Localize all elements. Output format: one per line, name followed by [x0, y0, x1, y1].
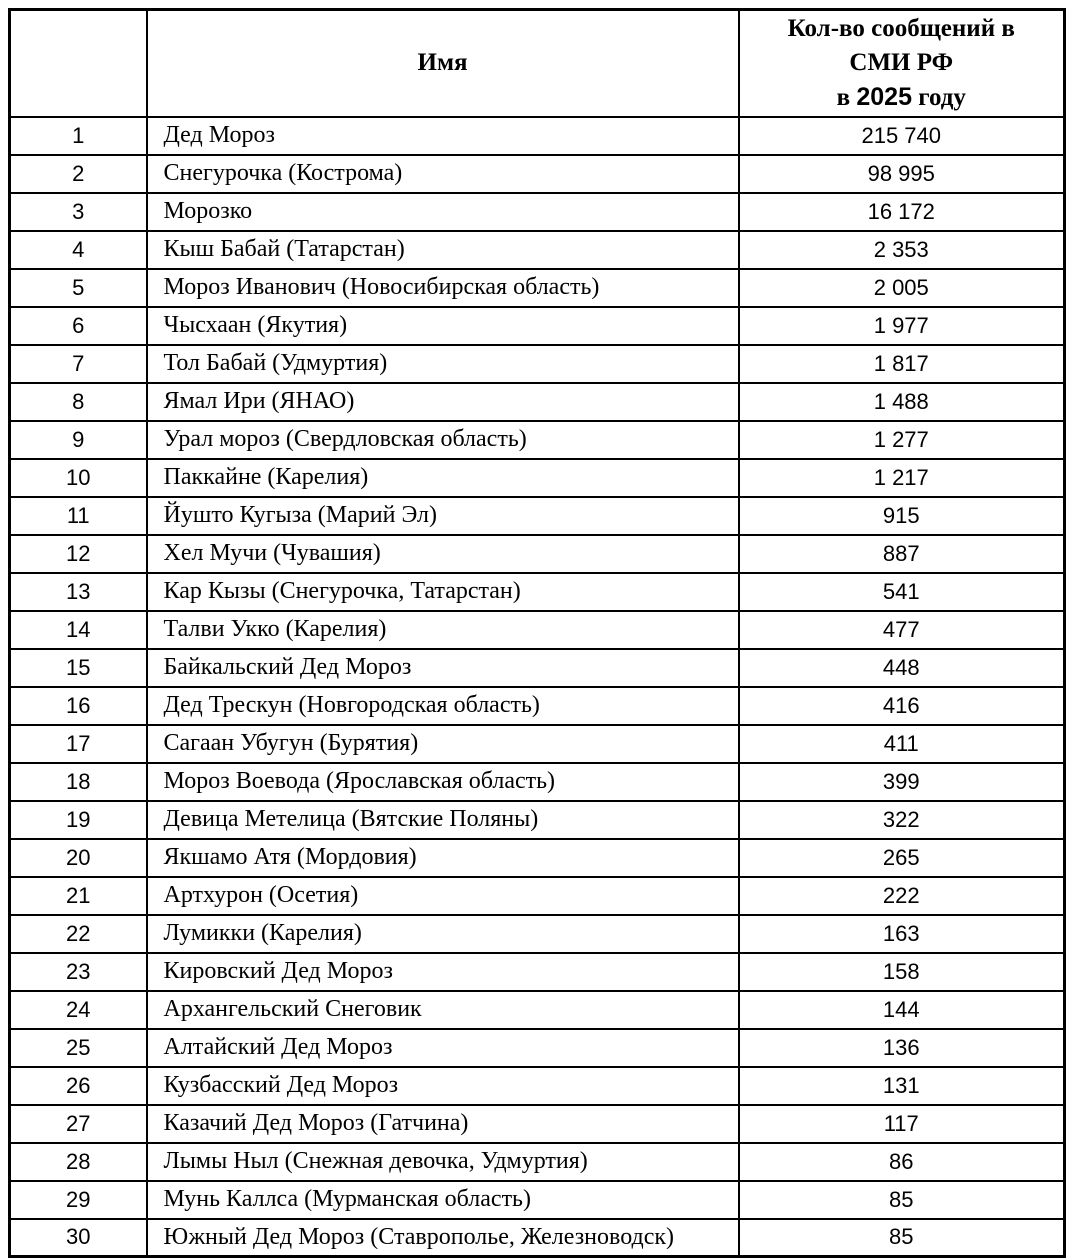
count-cell: 86	[739, 1143, 1065, 1181]
count-cell: 1 977	[739, 307, 1065, 345]
count-cell: 16 172	[739, 193, 1065, 231]
rank-cell: 22	[10, 915, 147, 953]
count-cell: 136	[739, 1029, 1065, 1067]
count-cell: 98 995	[739, 155, 1065, 193]
name-cell: Паккайне (Карелия)	[147, 459, 739, 497]
rank-cell: 6	[10, 307, 147, 345]
name-cell: Сагаан Убугун (Бурятия)	[147, 725, 739, 763]
name-cell: Артхурон (Осетия)	[147, 877, 739, 915]
name-cell: Талви Укко (Карелия)	[147, 611, 739, 649]
table-body	[10, 117, 1065, 1257]
table-row	[10, 1105, 1065, 1143]
rank-cell: 24	[10, 991, 147, 1029]
name-cell: Кар Кызы (Снегурочка, Татарстан)	[147, 573, 739, 611]
table-row	[10, 1219, 1065, 1257]
table-row	[10, 687, 1065, 725]
rank-cell: 9	[10, 421, 147, 459]
count-cell: 477	[739, 611, 1065, 649]
table-row	[10, 839, 1065, 877]
name-cell: Мороз Воевода (Ярославская область)	[147, 763, 739, 801]
name-cell: Кыш Бабай (Татарстан)	[147, 231, 739, 269]
rank-cell: 18	[10, 763, 147, 801]
count-header-line3: в 2025 году	[836, 82, 966, 111]
name-column-header: Имя	[147, 10, 739, 117]
rank-cell: 4	[10, 231, 147, 269]
rank-cell: 3	[10, 193, 147, 231]
rank-cell: 5	[10, 269, 147, 307]
year-value: 2025	[856, 82, 912, 111]
name-cell: Хел Мучи (Чувашия)	[147, 535, 739, 573]
count-cell: 163	[739, 915, 1065, 953]
count-cell: 158	[739, 953, 1065, 991]
rank-cell: 8	[10, 383, 147, 421]
rank-cell: 23	[10, 953, 147, 991]
table-row	[10, 155, 1065, 193]
name-cell: Кировский Дед Мороз	[147, 953, 739, 991]
name-cell: Тол Бабай (Удмуртия)	[147, 345, 739, 383]
rank-cell: 11	[10, 497, 147, 535]
name-cell: Йушто Кугыза (Марий Эл)	[147, 497, 739, 535]
count-cell: 322	[739, 801, 1065, 839]
table-row	[10, 1143, 1065, 1181]
table-header	[10, 10, 1065, 117]
count-cell: 85	[739, 1181, 1065, 1219]
table-row	[10, 345, 1065, 383]
table-row	[10, 1029, 1065, 1067]
rank-cell: 28	[10, 1143, 147, 1181]
characters-media-mentions-table	[8, 8, 1066, 1258]
table-row	[10, 1181, 1065, 1219]
name-cell: Южный Дед Мороз (Ставрополье, Железноводск)	[147, 1219, 739, 1257]
name-cell: Девица Метелица (Вятские Поляны)	[147, 801, 739, 839]
count-cell: 1 817	[739, 345, 1065, 383]
rank-cell: 13	[10, 573, 147, 611]
header-row	[10, 10, 1065, 117]
rank-cell: 7	[10, 345, 147, 383]
table-row	[10, 649, 1065, 687]
name-cell: Мунь Каллса (Мурманская область)	[147, 1181, 739, 1219]
table-row	[10, 269, 1065, 307]
table-row	[10, 383, 1065, 421]
table-row	[10, 991, 1065, 1029]
table-row	[10, 193, 1065, 231]
rank-cell: 30	[10, 1219, 147, 1257]
count-cell: 887	[739, 535, 1065, 573]
rank-cell: 20	[10, 839, 147, 877]
rank-cell: 19	[10, 801, 147, 839]
rank-cell: 25	[10, 1029, 147, 1067]
rank-cell: 17	[10, 725, 147, 763]
name-cell: Кузбасский Дед Мороз	[147, 1067, 739, 1105]
name-cell: Лымы Ныл (Снежная девочка, Удмуртия)	[147, 1143, 739, 1181]
count-cell: 2 005	[739, 269, 1065, 307]
table-row	[10, 1067, 1065, 1105]
table-row	[10, 459, 1065, 497]
rank-cell: 16	[10, 687, 147, 725]
name-cell: Морозко	[147, 193, 739, 231]
name-cell: Лумикки (Карелия)	[147, 915, 739, 953]
count-cell: 448	[739, 649, 1065, 687]
count-cell: 1 277	[739, 421, 1065, 459]
table-row	[10, 725, 1065, 763]
count-cell: 399	[739, 763, 1065, 801]
name-cell: Дед Мороз	[147, 117, 739, 155]
name-cell: Казачий Дед Мороз (Гатчина)	[147, 1105, 739, 1143]
table-row	[10, 763, 1065, 801]
name-cell: Байкальский Дед Мороз	[147, 649, 739, 687]
name-cell: Чысхаан (Якутия)	[147, 307, 739, 345]
name-cell: Ямал Ири (ЯНАО)	[147, 383, 739, 421]
count-cell: 2 353	[739, 231, 1065, 269]
table-row	[10, 573, 1065, 611]
rank-cell: 26	[10, 1067, 147, 1105]
rank-column-header	[10, 10, 147, 117]
count-column-header	[739, 10, 1065, 117]
count-header-line1: Кол-во сообщений в	[787, 14, 1015, 42]
count-cell: 144	[739, 991, 1065, 1029]
name-cell: Архангельский Снеговик	[147, 991, 739, 1029]
table-row	[10, 497, 1065, 535]
count-cell: 222	[739, 877, 1065, 915]
count-cell: 117	[739, 1105, 1065, 1143]
rank-cell: 12	[10, 535, 147, 573]
name-cell: Урал мороз (Свердловская область)	[147, 421, 739, 459]
count-cell: 131	[739, 1067, 1065, 1105]
rank-cell: 15	[10, 649, 147, 687]
rank-cell: 2	[10, 155, 147, 193]
table-row	[10, 117, 1065, 155]
table-row	[10, 307, 1065, 345]
table-row	[10, 611, 1065, 649]
rank-cell: 27	[10, 1105, 147, 1143]
table-row	[10, 953, 1065, 991]
table-row	[10, 801, 1065, 839]
name-cell: Снегурочка (Кострома)	[147, 155, 739, 193]
count-cell: 265	[739, 839, 1065, 877]
count-cell: 215 740	[739, 117, 1065, 155]
table-row	[10, 877, 1065, 915]
name-cell: Алтайский Дед Мороз	[147, 1029, 739, 1067]
count-cell: 915	[739, 497, 1065, 535]
name-cell: Дед Трескун (Новгородская область)	[147, 687, 739, 725]
rank-cell: 29	[10, 1181, 147, 1219]
count-cell: 411	[739, 725, 1065, 763]
count-cell: 1 217	[739, 459, 1065, 497]
name-cell: Мороз Иванович (Новосибирская область)	[147, 269, 739, 307]
table-row	[10, 231, 1065, 269]
table-row	[10, 421, 1065, 459]
table-row	[10, 915, 1065, 953]
count-cell: 416	[739, 687, 1065, 725]
rank-cell: 1	[10, 117, 147, 155]
rank-cell: 21	[10, 877, 147, 915]
count-header-line2: СМИ РФ	[849, 48, 954, 76]
name-cell: Якшамо Атя (Мордовия)	[147, 839, 739, 877]
count-cell: 541	[739, 573, 1065, 611]
count-cell: 1 488	[739, 383, 1065, 421]
rank-cell: 14	[10, 611, 147, 649]
table-row	[10, 535, 1065, 573]
count-cell: 85	[739, 1219, 1065, 1257]
rank-cell: 10	[10, 459, 147, 497]
